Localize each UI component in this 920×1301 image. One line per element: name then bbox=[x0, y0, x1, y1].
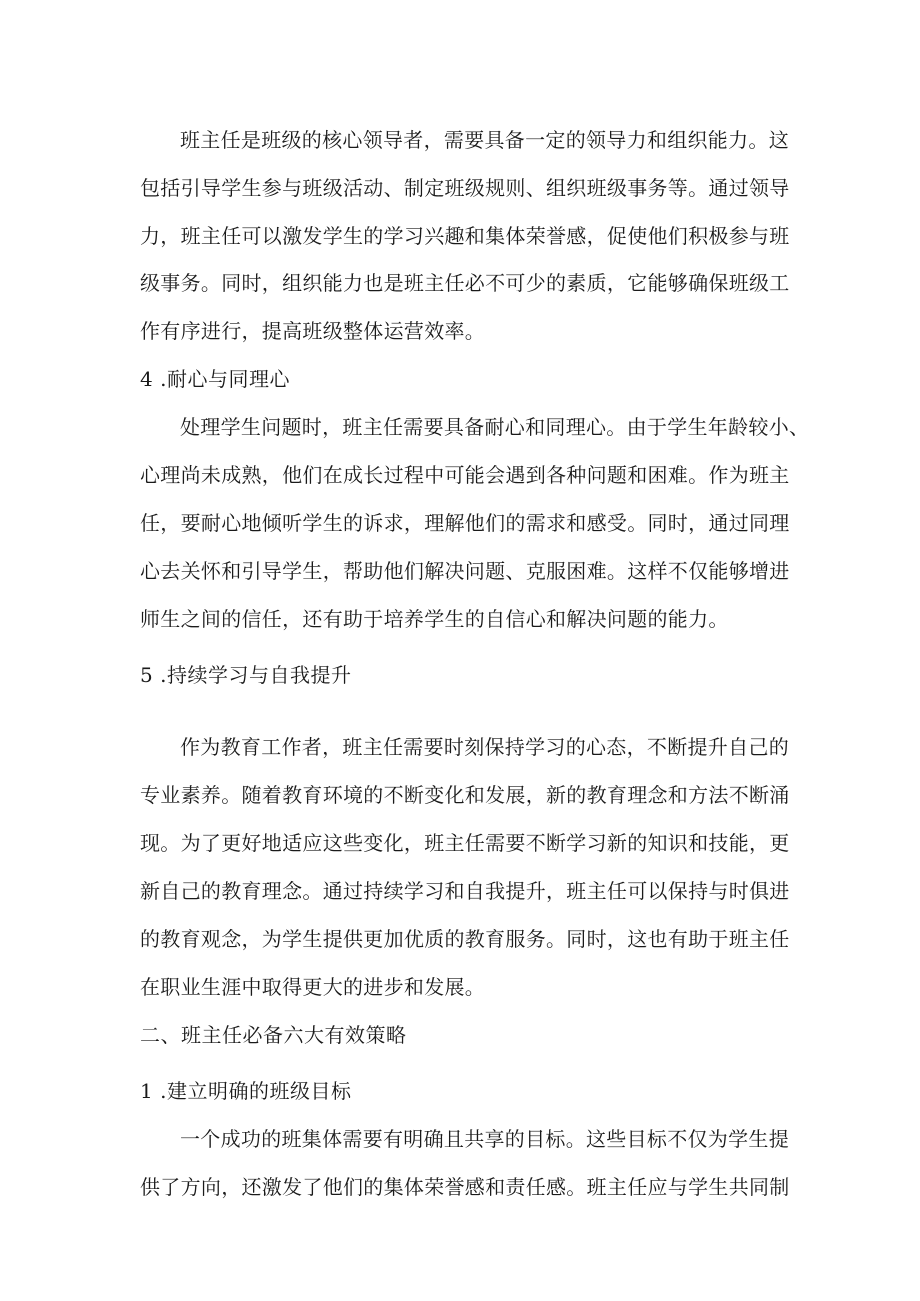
paragraph-line: 的教育观念，为学生提供更加优质的教育服务。同时，这也有助于班主任 bbox=[140, 927, 790, 951]
paragraph-line: 力，班主任可以激发学生的学习兴趣和集体荣誉感，促使他们积极参与班 bbox=[140, 224, 790, 248]
chapter-heading: 二、班主任必备六大有效策略 bbox=[140, 1023, 407, 1047]
paragraph-line: 作有序进行，提高班级整体运营效率。 bbox=[140, 319, 486, 343]
paragraph-line: 新自己的教育理念。通过持续学习和自我提升，班主任可以保持与时俱进 bbox=[140, 879, 790, 903]
paragraph-line: 现。为了更好地适应这些变化，班主任需要不断学习新的知识和技能，更 bbox=[140, 831, 790, 855]
paragraph-line: 师生之间的信任，还有助于培养学生的自信心和解决问题的能力。 bbox=[140, 607, 729, 631]
section-heading: 5 .持续学习与自我提升 bbox=[140, 663, 352, 687]
paragraph-line: 心理尚未成熟，他们在成长过程中可能会遇到各种问题和困难。作为班主 bbox=[140, 463, 790, 487]
paragraph-line: 供了方向，还激发了他们的集体荣誉感和责任感。班主任应与学生共同制 bbox=[140, 1175, 790, 1199]
paragraph-line: 作为教育工作者，班主任需要时刻保持学习的心态，不断提升自己的 bbox=[180, 735, 789, 759]
section-heading: 1 .建立明确的班级目标 bbox=[140, 1079, 352, 1103]
paragraph-line: 包括引导学生参与班级活动、制定班级规则、组织班级事务等。通过领导 bbox=[140, 176, 790, 200]
paragraph-line: 级事务。同时，组织能力也是班主任必不可少的素质，它能够确保班级工 bbox=[140, 271, 790, 295]
paragraph-line: 在职业生涯中取得更大的进步和发展。 bbox=[140, 975, 486, 999]
paragraph-line: 一个成功的班集体需要有明确且共享的目标。这些目标不仅为学生提 bbox=[180, 1127, 789, 1151]
section-heading: 4 .耐心与同理心 bbox=[140, 367, 290, 391]
paragraph-line: 心去关怀和引导学生，帮助他们解决问题、克服困难。这样不仅能够增进 bbox=[140, 559, 790, 583]
paragraph-line: 处理学生问题时，班主任需要具备耐心和同理心。由于学生年龄较小、 bbox=[180, 415, 810, 439]
paragraph-line: 任，要耐心地倾听学生的诉求，理解他们的需求和感受。同时，通过同理 bbox=[140, 511, 790, 535]
paragraph-line: 班主任是班级的核心领导者，需要具备一定的领导力和组织能力。这 bbox=[180, 128, 789, 152]
paragraph-line: 专业素养。随着教育环境的不断变化和发展，新的教育理念和方法不断涌 bbox=[140, 783, 790, 807]
